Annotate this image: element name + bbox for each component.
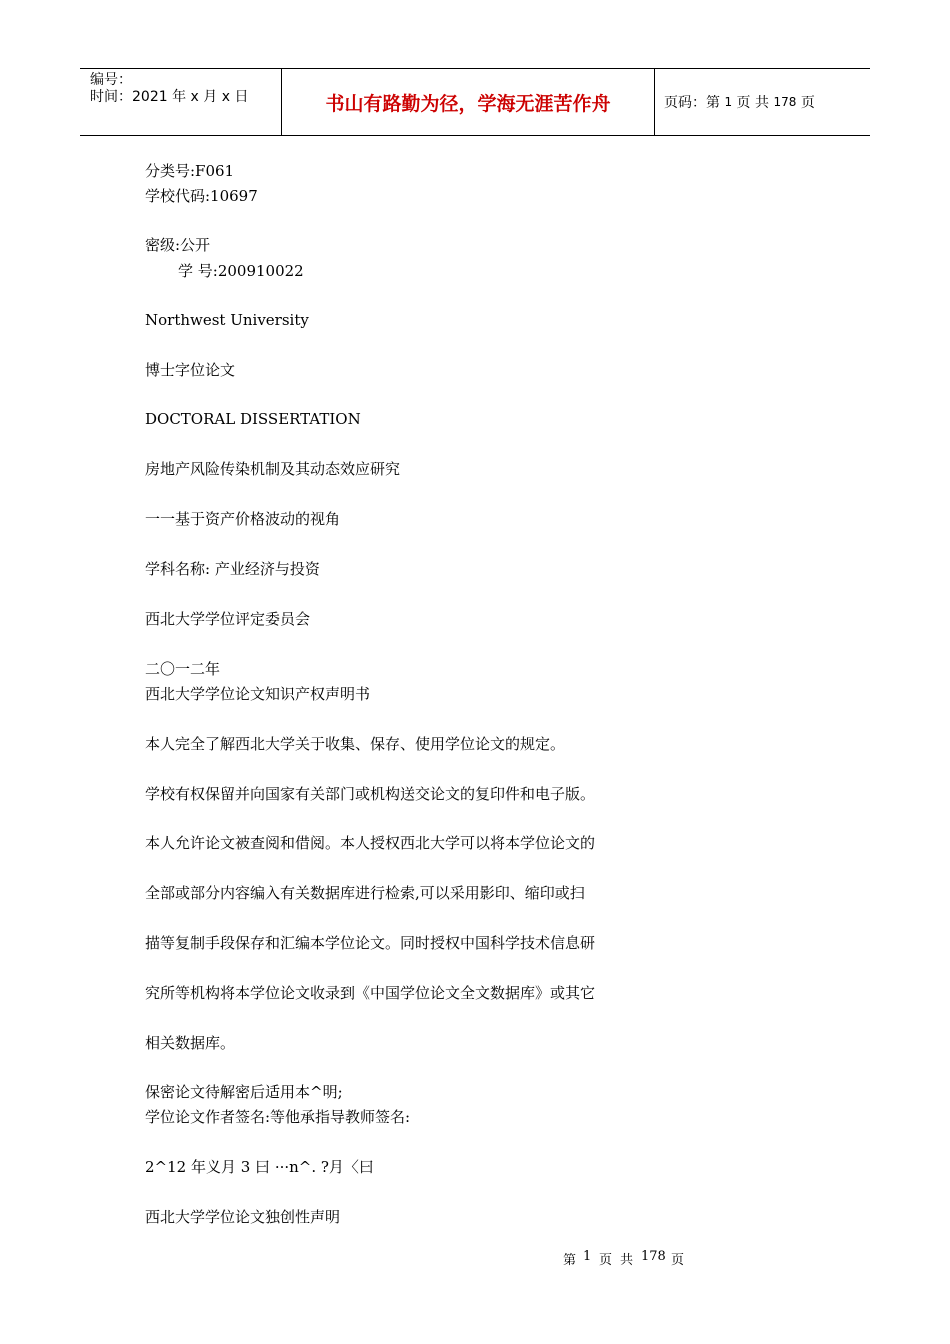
header-number-label: 编号：: [90, 72, 132, 88]
committee-name: 西北大学学位评定委员会: [145, 610, 311, 628]
originality-statement-title: 西北大学学位论文独创性声明: [145, 1208, 341, 1226]
statement-line-2: 学校有权保留并向国家有关部门或机构送交论文的复印件和电子版。: [145, 785, 596, 803]
header-meta: [90, 72, 248, 106]
footer-page-number: 1: [583, 1249, 592, 1264]
statement-line-7: 相关数据库。: [145, 1034, 236, 1052]
classification-number: 分类号:F061: [145, 162, 235, 180]
page-header: [80, 68, 870, 136]
header-time-label: 时间：: [90, 89, 132, 105]
header-page-prefix: 页码：第: [664, 95, 720, 111]
school-code: 学校代码:10697: [145, 187, 258, 205]
statement-line-4: 全部或部分内容编入有关数据库进行检索,可以采用影印、缩印或扫: [145, 884, 585, 902]
thesis-title: 房地产风险传染机制及其动态效应研究: [145, 460, 401, 478]
header-time-value: 2021 年 x 月 x 日: [132, 89, 249, 105]
thesis-type-cn: 博士字位论文: [145, 361, 236, 379]
student-number: 学 号:200910022: [178, 262, 304, 280]
footer-ye-end: 页: [671, 1253, 685, 1268]
header-page-suffix: 页: [800, 95, 815, 111]
ip-statement-title: 西北大学学位论文知识产权声明书: [145, 685, 371, 703]
footer-ye: 页: [599, 1253, 613, 1268]
header-page-mid: 页 共: [736, 95, 769, 111]
signature-date: 2^12 年义月 3 曰 ···n^. ?月〈曰: [145, 1158, 374, 1176]
footer-gong: 共: [620, 1253, 634, 1268]
university-name: Northwest University: [145, 311, 309, 329]
header-time: [90, 89, 248, 106]
thesis-year: 二〇一二年: [145, 660, 221, 678]
header-divider-right: [654, 68, 655, 136]
header-motto: 书山有路勤为径，学海无涯苦作舟: [325, 92, 611, 115]
subject-name: 学科名称: 产业经济与投资: [145, 560, 320, 578]
header-page-total: 178: [773, 95, 797, 109]
header-page-number: 1: [724, 95, 733, 109]
signature-line: 学位论文作者签名:等他承指导教师签名:: [145, 1108, 411, 1126]
header-page-info: [664, 68, 815, 136]
security-level: 密级:公开: [145, 236, 211, 254]
confidential-note: 保密论文待解密后适用本^明;: [145, 1083, 343, 1101]
statement-line-1: 本人完全了解西北大学关于收集、保存、使用学位论文的规定。: [145, 735, 566, 753]
thesis-subtitle: 一一基于资产价格波动的视角: [145, 510, 341, 528]
statement-line-5: 描等复制手段保存和汇编本学位论文。同时授权中国科学技术信息研: [145, 934, 596, 952]
footer-di: 第: [563, 1253, 577, 1268]
thesis-type-en: DOCTORAL DISSERTATION: [145, 410, 361, 428]
statement-line-3: 本人允许论文被查阅和借阅。本人授权西北大学可以将本学位论文的: [145, 834, 596, 852]
footer-total: 178: [641, 1249, 666, 1264]
statement-line-6: 究所等机构将本学位论文收录到《中国学位论文全文数据库》或其它: [145, 984, 596, 1002]
